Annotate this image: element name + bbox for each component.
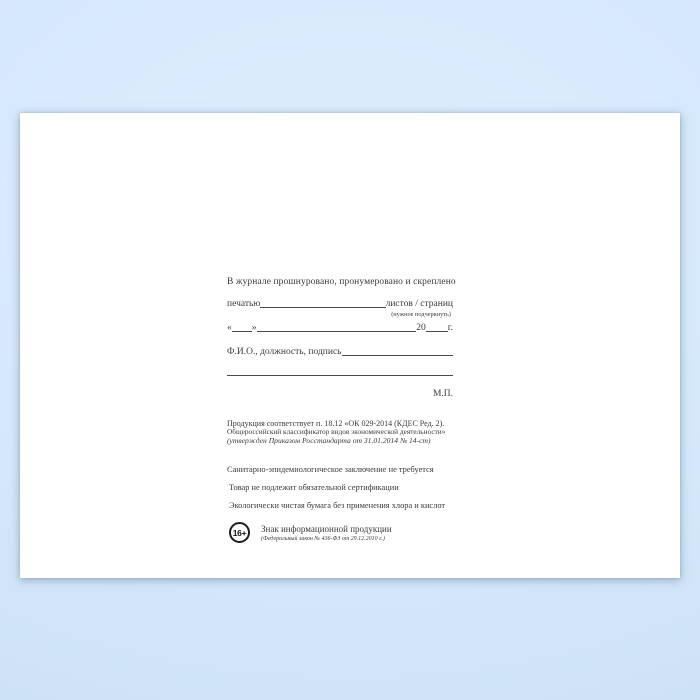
certification-statement: Товар не подлежит обязательной сертификации: [229, 483, 399, 492]
underline-instruction-note: (нужное подчеркнуть): [391, 311, 451, 318]
seal-label: печатью: [227, 299, 261, 309]
stamp-place-abbr: М.П.: [432, 389, 453, 399]
blank-line-full: [227, 365, 453, 376]
close-quote: »: [251, 323, 257, 333]
age-16plus-label: 16+: [232, 527, 247, 538]
federal-law-note: (Федеральный закон № 436-ФЗ от 29.12.2010 г.): [261, 536, 385, 542]
signature-line: [227, 346, 453, 358]
blank-line-year: [426, 329, 448, 332]
date-line: [227, 322, 453, 334]
blank-line-month: [257, 329, 417, 332]
blank-line-day: [232, 329, 252, 332]
compliance-line-2: Общероссийский классификатор видов экономической деятельности»: [227, 427, 446, 436]
seal-sheets-line: [227, 298, 453, 310]
info-product-label: Знак информационной продукции: [261, 524, 392, 534]
compliance-line-1: Продукция соответствует п. 18.12 «ОК 029-2014 (КДЕС Ред. 2).: [227, 419, 445, 428]
age-16plus-icon: [229, 522, 250, 543]
eco-paper-statement: Экологически чистая бумага без применения хлора и кислот: [229, 501, 446, 510]
compliance-note: [227, 419, 453, 445]
compliance-line-3: (утвержден Приказом Росстандарта от 31.01.2014 № 14-ст): [227, 435, 431, 445]
imprint-block: [227, 113, 456, 578]
journal-back-page: [20, 113, 680, 578]
open-quote: «: [227, 323, 232, 333]
signature-label: Ф.И.О., должность, подпись: [227, 347, 342, 357]
age-rating-row: [229, 522, 392, 543]
blank-line: [260, 305, 385, 308]
year-suffix: г.: [447, 323, 453, 333]
sanitary-statement: Санитарно-эпидемиологическое заключение не требуется: [227, 465, 434, 474]
blank-line: [342, 353, 454, 356]
sheets-pages-label: листов / страниц: [385, 299, 453, 309]
age-badge-text: [261, 522, 392, 543]
year-prefix: 20: [416, 323, 426, 333]
binding-statement: В журнале прошнуровано, пронумеровано и скреплено: [227, 277, 456, 287]
